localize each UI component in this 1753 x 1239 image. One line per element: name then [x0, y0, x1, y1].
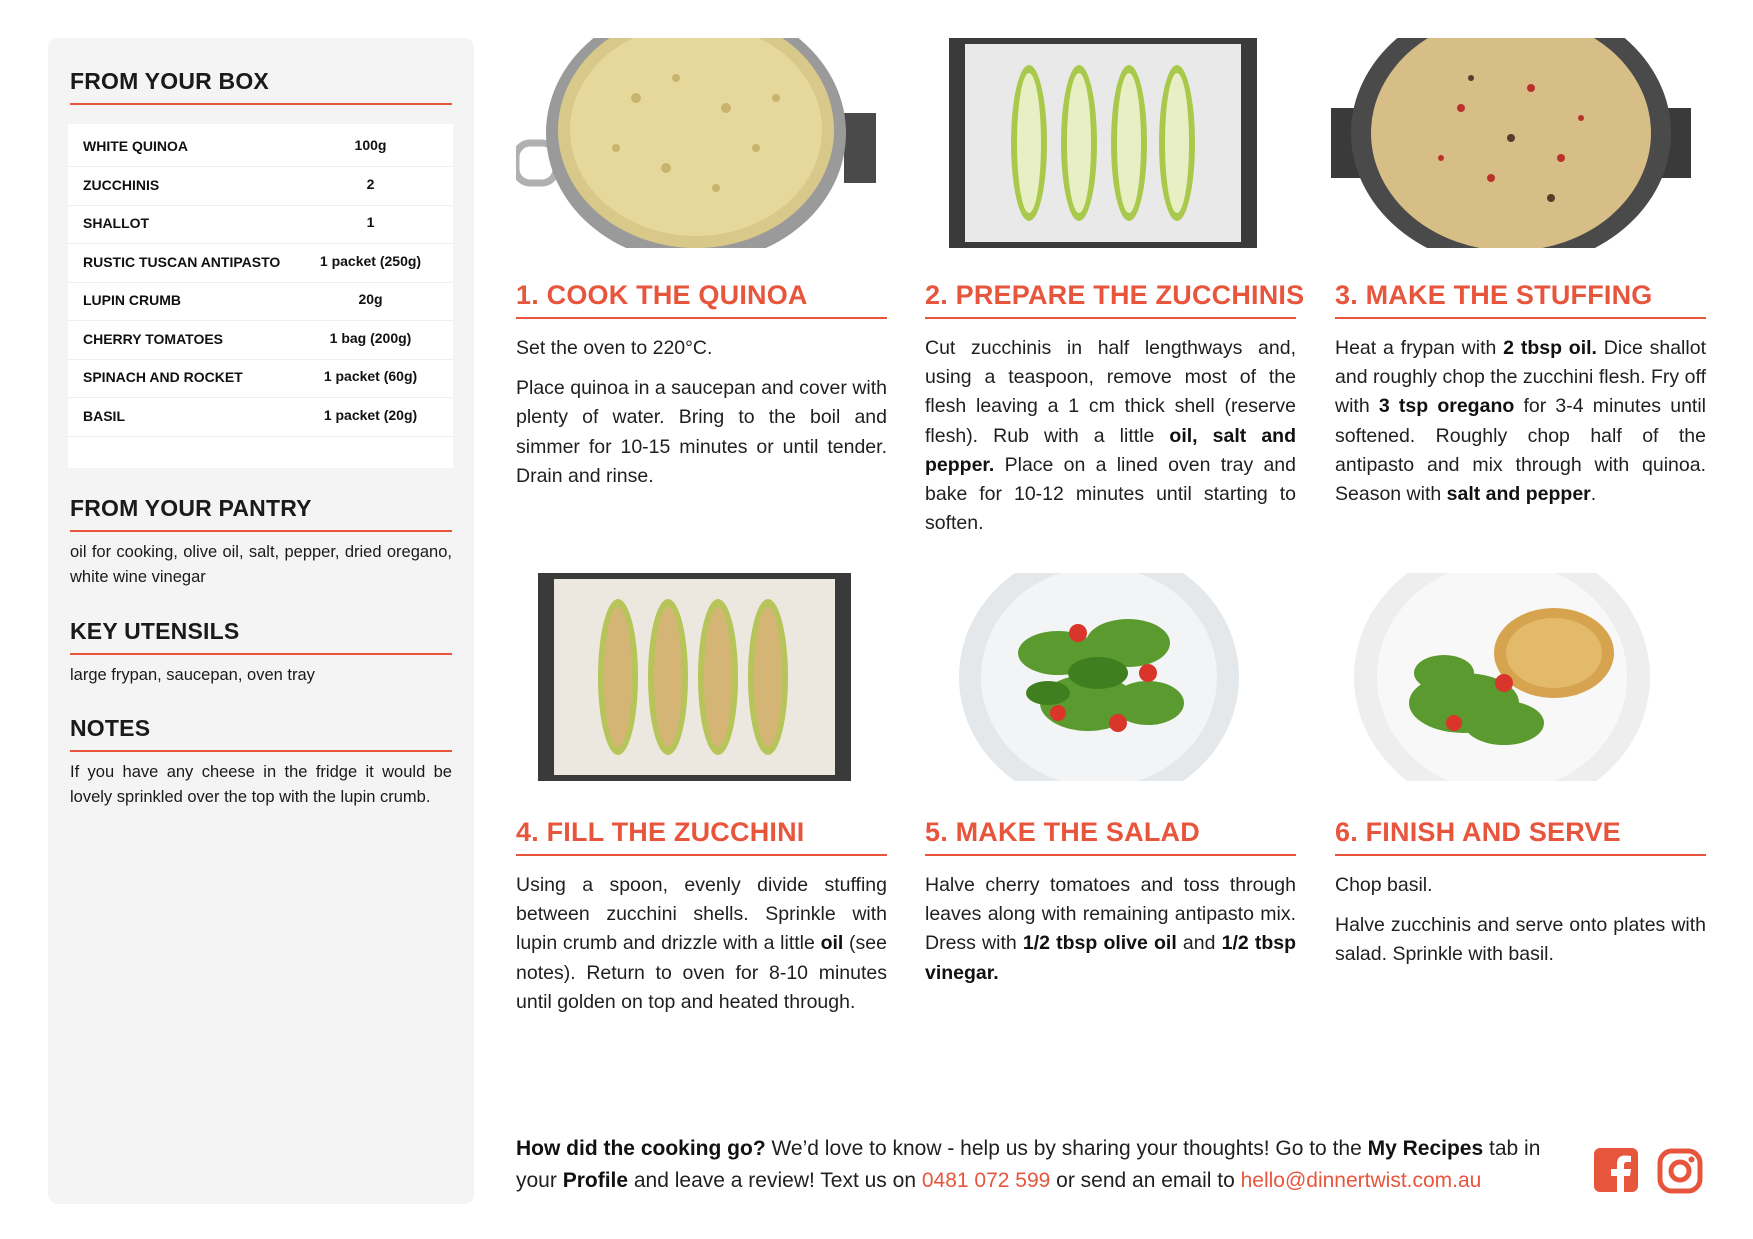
zucchini-tray-photo: [949, 38, 1257, 248]
ingredient-qty: 1: [366, 214, 375, 230]
text-run: Dice shallot and roughly chop the zucchini flesh. Fry off with: [1335, 337, 1706, 418]
salad-bowl-photo: [958, 573, 1240, 781]
step-paragraph: [1335, 334, 1706, 509]
text-run: oil: [820, 932, 844, 955]
quinoa-pot-photo: [516, 38, 876, 248]
text-run: Cut zucchinis in half lengthways and, using a teaspoon, remove most of the flesh leaving a 1 cm thick shell (reserve flesh). Rub with a little: [925, 337, 1296, 447]
text-run: for 3-4 minutes until softened. Roughly chop half of the antipasto and mix through with quinoa. Season with: [1335, 395, 1706, 506]
ingredient-row: [68, 244, 453, 283]
text-run: .: [1590, 483, 1597, 506]
step-5-body: [925, 871, 1296, 999]
ingredient-row: [68, 128, 453, 167]
text-run: and: [1176, 932, 1222, 955]
footer-text: We’d love to know - help us by sharing your thoughts! Go to the: [765, 1137, 1368, 1160]
step-1-body: [516, 334, 887, 502]
text-run: Heat a frypan with: [1335, 337, 1504, 359]
ingredient-row: [68, 167, 453, 206]
step-6-body: [1335, 871, 1706, 981]
box-heading: FROM YOUR BOX: [70, 68, 452, 105]
text-run: Halve cherry tomatoes and toss through leaves along with remaining antipasto mix. Dress with: [925, 874, 1296, 955]
ingredient-qty: 2: [366, 175, 375, 192]
step-3-title: 3. MAKE THE STUFFING: [1335, 280, 1706, 319]
text-run: 3 tsp oregano: [1378, 395, 1515, 418]
text-run: Halve zucchinis and serve onto plates with salad. Sprinkle with basil.: [1335, 914, 1706, 966]
ingredient-row: [68, 359, 453, 398]
step-1-title: 1. COOK THE QUINOA: [516, 280, 887, 319]
ingredient-qty: 1 packet (250g): [319, 252, 422, 269]
ingredient-qty: 1 bag (200g): [329, 329, 412, 346]
text-run: Chop basil.: [1335, 874, 1433, 896]
text-run: Place on a lined oven tray and bake for 10-12 minutes until starting to soften.: [925, 453, 1296, 535]
footer-text: My Recipes: [1367, 1137, 1484, 1160]
text-run: (see notes). Return to oven for 8-10 minutes until golden on top and heated through.: [516, 932, 887, 1013]
step-paragraph: [1335, 871, 1706, 900]
ingredient-name: BASIL: [83, 407, 125, 424]
text-run: 2 tbsp oil.: [1503, 337, 1597, 359]
step-paragraph: [925, 871, 1296, 988]
text-run: 1/2 tbsp olive oil: [1022, 932, 1177, 955]
step-paragraph: [516, 374, 887, 491]
step-3-body: [1335, 334, 1706, 520]
step-paragraph: [516, 334, 887, 363]
footer-text: tab in your: [516, 1137, 1541, 1192]
ingredient-name: LUPIN CRUMB: [83, 292, 181, 308]
step-paragraph: [925, 334, 1296, 538]
pantry-heading: FROM YOUR PANTRY: [70, 495, 452, 532]
step-4-title: 4. FILL THE ZUCCHINI: [516, 817, 887, 856]
filled-zucchini-photo: [538, 573, 851, 781]
step-paragraph: [516, 871, 887, 1017]
ingredient-name: CHERRY TOMATOES: [83, 330, 224, 347]
plated-dish-photo: [1354, 573, 1650, 781]
ingredient-row: [68, 205, 453, 244]
footer-text: How did the cooking go?: [516, 1137, 766, 1160]
facebook-icon[interactable]: [1594, 1148, 1638, 1197]
text-run: Place quinoa in a saucepan and cover with plenty of water. Bring to the boil and simmer for 10-15 minutes or until tender. Drain and rinse.: [516, 377, 887, 487]
ingredient-name: ZUCCHINIS: [83, 176, 160, 193]
utensils-text: large frypan, saucepan, oven tray: [70, 666, 315, 684]
footer-text: or send an email to: [1050, 1169, 1241, 1192]
ingredient-qty: 1 packet (20g): [323, 406, 418, 423]
notes-text: If you have any cheese in the fridge it would be lovely sprinkled over the top with the lupin crumb.: [70, 763, 452, 806]
text-run: oil, salt and pepper.: [925, 424, 1296, 476]
stuffing-frypan-photo: [1331, 38, 1691, 248]
ingredient-name: SPINACH AND ROCKET: [83, 369, 243, 385]
ingredient-qty: 100g: [354, 137, 387, 153]
step-2-title: 2. PREPARE THE ZUCCHINIS: [925, 280, 1296, 319]
step-6-title: 6. FINISH AND SERVE: [1335, 817, 1706, 856]
step-4-body: [516, 871, 887, 1028]
pantry-text: oil for cooking, olive oil, salt, pepper, dried oregano, white wine vinegar: [70, 543, 452, 586]
ingredient-row: [68, 321, 453, 360]
step-paragraph: [1335, 911, 1706, 969]
ingredient-name: SHALLOT: [83, 215, 150, 231]
text-run: Using a spoon, evenly divide stuffing between zucchini shells. Sprinkle with lupin crumb and drizzle with a little: [516, 874, 887, 955]
contact-link[interactable]: hello@dinnertwist.com.au: [1240, 1169, 1482, 1192]
ingredient-row: [68, 282, 453, 321]
contact-link[interactable]: 0481 072 599: [921, 1169, 1051, 1192]
utensils-heading: KEY UTENSILS: [70, 618, 452, 655]
footer-text: Profile: [562, 1169, 629, 1192]
ingredient-qty: 1 packet (60g): [323, 368, 418, 384]
step-5-title: 5. MAKE THE SALAD: [925, 817, 1296, 856]
footer-text: and leave a review! Text us on: [628, 1169, 922, 1192]
notes-heading: NOTES: [70, 715, 452, 752]
feedback-footer: [516, 1133, 1576, 1197]
box-ingredients-table: [68, 124, 453, 468]
step-2-body: [925, 334, 1296, 549]
text-run: 1/2 tbsp vinegar.: [925, 932, 1297, 984]
ingredient-name: WHITE QUINOA: [83, 138, 188, 154]
instagram-icon[interactable]: [1657, 1148, 1703, 1199]
ingredient-row: [68, 398, 453, 437]
ingredient-name: RUSTIC TUSCAN ANTIPASTO: [83, 253, 281, 270]
ingredients-sidebar: [48, 38, 474, 1204]
text-run: Set the oven to 220°C.: [516, 337, 713, 359]
text-run: salt and pepper: [1446, 483, 1591, 506]
ingredient-qty: 20g: [358, 291, 383, 307]
